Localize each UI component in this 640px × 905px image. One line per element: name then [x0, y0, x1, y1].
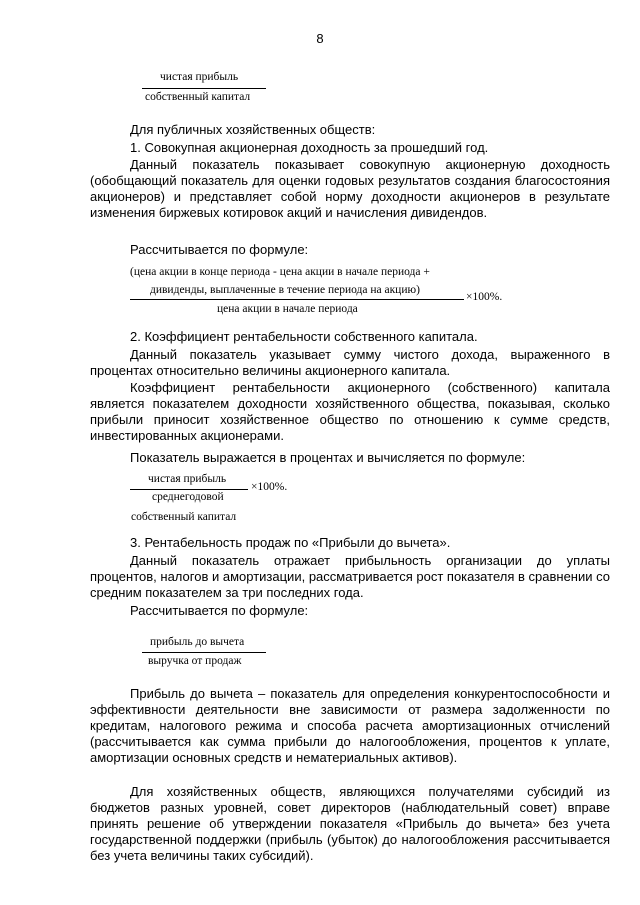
formula-numerator: чистая прибыль	[148, 473, 227, 485]
formula-denominator-line-2: собственный капитал	[131, 511, 237, 523]
calc-formula-label-1: Рассчитывается по формуле:	[130, 242, 309, 257]
fraction-bar	[142, 88, 266, 89]
formula-denominator-line-1: среднегодовой	[152, 491, 224, 503]
profit-before-deduction-definition: Прибыль до вычета – показатель для определения конкурентоспособности и эффективности деятельности вне зависимости от размера задолженности по кредитам, налогового режима и способа расчета амортизационных отчислений (рассчитывается как сумма прибыли до налогообложения, процентов к уплате, амортизации основных средств и нематериальных активов).	[90, 686, 610, 765]
formula-denominator: собственный капитал	[145, 91, 251, 103]
item-1-title: 1. Совокупная акционерная доходность за прошедший год.	[130, 140, 489, 155]
formula-denominator: выручка от продаж	[148, 655, 242, 667]
item-2-paragraph-1: Данный показатель указывает сумму чистого дохода, выраженного в процентах относительно величины акционерного капитала.	[90, 347, 610, 378]
item-3-title: 3. Рентабельность продаж по «Прибыли до вычета».	[130, 535, 451, 550]
formula-multiplier: ×100%.	[466, 291, 503, 303]
subsidy-paragraph: Для хозяйственных обществ, являющихся получателями субсидий из бюджетов разных уровней, совет директоров (наблюдательный совет) вправе принять решение об утверждении показателя «Прибыль до вычета» без учета государственной поддержки (прибыль (убыток) до налогообложения рассчитывается без учета величины таких субсидий).	[90, 784, 610, 863]
item-1-paragraph: Данный показатель показывает совокупную акционерную доходность (обобщающий показатель для оценки годовых результатов создания благосостояния акционеров) и представляет собой норму доходности акционеров в результате изменения биржевых котировок акций и начисления дивидендов.	[90, 157, 610, 220]
item-3-paragraph: Данный показатель отражает прибыльность организации до уплаты процентов, налогов и амортизации, рассматривается рост показателя в сравнении со средним показателем за три последних года.	[90, 553, 610, 600]
formula-numerator: чистая прибыль	[160, 71, 239, 83]
item-2-title: 2. Коэффициент рентабельности собственного капитала.	[130, 329, 478, 344]
item-2-paragraph-2: Коэффициент рентабельности акционерного (собственного) капитала является показателем доходности хозяйственного общества, показывая, сколько прибыли приносит хозяйственное общество по отношению к сумме средств, инвестированных акционерами.	[90, 380, 610, 443]
calc-formula-label-3: Рассчитывается по формуле:	[130, 603, 309, 618]
fraction-bar	[130, 489, 248, 490]
formula-denominator: цена акции в начале периода	[217, 303, 358, 315]
formula-numerator: прибыль до вычета	[150, 636, 245, 648]
public-companies-heading: Для публичных хозяйственных обществ:	[130, 122, 376, 137]
formula-numerator-line-2: дивиденды, выплаченные в течение периода на акцию)	[150, 284, 420, 296]
formula-multiplier: ×100%.	[251, 481, 288, 493]
fraction-bar	[142, 652, 266, 653]
formula-numerator-line-1: (цена акции в конце периода - цена акции в начале периода +	[130, 266, 430, 278]
item-2-paragraph-3: Показатель выражается в процентах и вычисляется по формуле:	[130, 450, 526, 465]
fraction-bar	[130, 299, 464, 300]
page-number: 8	[316, 31, 324, 46]
